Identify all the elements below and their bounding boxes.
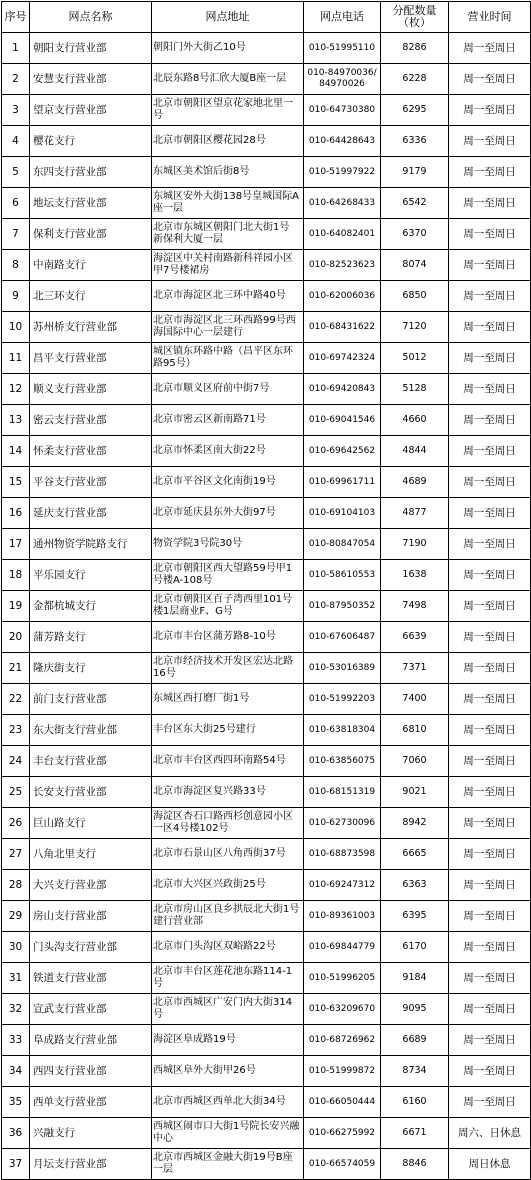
business-hours: 周一至周日 bbox=[449, 653, 531, 684]
row-number: 7 bbox=[2, 219, 30, 250]
branch-phone: 010-62730096 bbox=[304, 808, 381, 839]
table-row bbox=[2, 560, 531, 591]
table-row bbox=[2, 1025, 531, 1056]
table-row bbox=[2, 591, 531, 622]
business-hours: 周一至周日 bbox=[449, 994, 531, 1025]
table-row bbox=[2, 1149, 531, 1180]
branch-address: 北京市密云区新南路71号 bbox=[152, 405, 304, 436]
allocation-quantity: 6689 bbox=[381, 1025, 449, 1056]
table-row bbox=[2, 188, 531, 219]
row-number: 13 bbox=[2, 405, 30, 436]
table-header-row bbox=[2, 2, 531, 33]
allocation-quantity: 6295 bbox=[381, 95, 449, 126]
branch-phone: 010-89361003 bbox=[304, 901, 381, 932]
allocation-quantity: 6639 bbox=[381, 622, 449, 653]
row-number: 31 bbox=[2, 963, 30, 994]
table-row bbox=[2, 219, 531, 250]
table-row bbox=[2, 374, 531, 405]
branch-phone: 010-68873598 bbox=[304, 839, 381, 870]
branch-address: 东城区安外大街138号皇城国际A座一层 bbox=[152, 188, 304, 219]
branch-phone: 010-53016389 bbox=[304, 653, 381, 684]
branch-address: 北京市丰台区蒲芳路8-10号 bbox=[152, 622, 304, 653]
business-hours: 周一至周日 bbox=[449, 126, 531, 157]
allocation-quantity: 9179 bbox=[381, 157, 449, 188]
branch-name: 地坛支行营业部 bbox=[30, 188, 152, 219]
branch-name: 西单支行营业部 bbox=[30, 1087, 152, 1118]
allocation-quantity: 6370 bbox=[381, 219, 449, 250]
branch-name: 保利支行营业部 bbox=[30, 219, 152, 250]
branch-phone: 010-80847054 bbox=[304, 529, 381, 560]
row-number: 36 bbox=[2, 1118, 30, 1149]
branch-name: 丰台支行营业部 bbox=[30, 746, 152, 777]
branch-phone: 010-69041546 bbox=[304, 405, 381, 436]
branch-name: 顺义支行营业部 bbox=[30, 374, 152, 405]
business-hours: 周一至周日 bbox=[449, 250, 531, 281]
branch-phone: 010-58610553 bbox=[304, 560, 381, 591]
branch-phone: 010-68726962 bbox=[304, 1025, 381, 1056]
branch-name: 通州物资学院路支行 bbox=[30, 529, 152, 560]
branch-phone: 010-69247312 bbox=[304, 870, 381, 901]
allocation-quantity: 8286 bbox=[381, 33, 449, 64]
branch-name: 苏州桥支行营业部 bbox=[30, 312, 152, 343]
branch-name: 延庆支行营业部 bbox=[30, 498, 152, 529]
row-number: 6 bbox=[2, 188, 30, 219]
branch-phone: 010-69961711 bbox=[304, 467, 381, 498]
branch-name: 东大街支行营业部 bbox=[30, 715, 152, 746]
business-hours: 周一至周日 bbox=[449, 467, 531, 498]
business-hours: 周一至周日 bbox=[449, 901, 531, 932]
row-number: 15 bbox=[2, 467, 30, 498]
allocation-quantity: 1638 bbox=[381, 560, 449, 591]
table-row bbox=[2, 653, 531, 684]
row-number: 32 bbox=[2, 994, 30, 1025]
row-number: 3 bbox=[2, 95, 30, 126]
table-row bbox=[2, 529, 531, 560]
row-number: 24 bbox=[2, 746, 30, 777]
table-row bbox=[2, 157, 531, 188]
branch-address: 北辰东路8号汇欣大厦B座一层 bbox=[152, 64, 304, 95]
allocation-quantity: 6542 bbox=[381, 188, 449, 219]
row-number: 11 bbox=[2, 343, 30, 374]
row-number: 14 bbox=[2, 436, 30, 467]
business-hours: 周一至周日 bbox=[449, 932, 531, 963]
allocation-quantity: 6228 bbox=[381, 64, 449, 95]
business-hours: 周一至周日 bbox=[449, 839, 531, 870]
branch-address: 西城区闹市口大街1号院长安兴融中心 bbox=[152, 1118, 304, 1149]
branch-address: 朝阳门外大街乙10号 bbox=[152, 33, 304, 64]
branch-name: 昌平支行营业部 bbox=[30, 343, 152, 374]
business-hours: 周一至周日 bbox=[449, 374, 531, 405]
row-number: 21 bbox=[2, 653, 30, 684]
header-address: 网点地址 bbox=[152, 2, 304, 33]
table-row bbox=[2, 777, 531, 808]
row-number: 1 bbox=[2, 33, 30, 64]
allocation-quantity: 7060 bbox=[381, 746, 449, 777]
branch-address: 海淀区中关村南路新科祥园小区甲7号楼裙房 bbox=[152, 250, 304, 281]
branch-address: 北京市延庆县东外大街97号 bbox=[152, 498, 304, 529]
table-row bbox=[2, 715, 531, 746]
branch-table bbox=[1, 1, 531, 1180]
table-row bbox=[2, 467, 531, 498]
business-hours: 周一至周日 bbox=[449, 405, 531, 436]
row-number: 16 bbox=[2, 498, 30, 529]
branch-address: 北京市石景山区八角西街37号 bbox=[152, 839, 304, 870]
allocation-quantity: 4844 bbox=[381, 436, 449, 467]
allocation-quantity: 6671 bbox=[381, 1118, 449, 1149]
business-hours: 周一至周日 bbox=[449, 591, 531, 622]
allocation-quantity: 6395 bbox=[381, 901, 449, 932]
business-hours: 周一至周日 bbox=[449, 95, 531, 126]
table-row bbox=[2, 746, 531, 777]
allocation-quantity: 6336 bbox=[381, 126, 449, 157]
row-number: 25 bbox=[2, 777, 30, 808]
branch-phone: 010-63856075 bbox=[304, 746, 381, 777]
table-row bbox=[2, 64, 531, 95]
branch-address: 北京市房山区良乡拱辰北大街1号建行营业部 bbox=[152, 901, 304, 932]
branch-phone: 010-67606487 bbox=[304, 622, 381, 653]
branch-address: 北京市朝阳区西大望路59号甲1号楼A-108号 bbox=[152, 560, 304, 591]
allocation-quantity: 6850 bbox=[381, 281, 449, 312]
allocation-quantity: 8734 bbox=[381, 1056, 449, 1087]
branch-phone: 010-68431622 bbox=[304, 312, 381, 343]
row-number: 30 bbox=[2, 932, 30, 963]
branch-phone: 010-66050444 bbox=[304, 1087, 381, 1118]
branch-name: 安慧支行营业部 bbox=[30, 64, 152, 95]
row-number: 9 bbox=[2, 281, 30, 312]
row-number: 27 bbox=[2, 839, 30, 870]
branch-address: 北京市丰台区西四环南路54号 bbox=[152, 746, 304, 777]
table-row bbox=[2, 1087, 531, 1118]
business-hours: 周一至周日 bbox=[449, 560, 531, 591]
business-hours: 周一至周日 bbox=[449, 64, 531, 95]
branch-name: 阜成路支行营业部 bbox=[30, 1025, 152, 1056]
row-number: 28 bbox=[2, 870, 30, 901]
branch-phone: 010-84970036/84970026 bbox=[304, 64, 381, 95]
business-hours: 周一至周日 bbox=[449, 963, 531, 994]
row-number: 12 bbox=[2, 374, 30, 405]
branch-phone: 010-69420843 bbox=[304, 374, 381, 405]
branch-phone: 010-64268433 bbox=[304, 188, 381, 219]
branch-name: 平谷支行营业部 bbox=[30, 467, 152, 498]
branch-address: 北京市海淀区复兴路33号 bbox=[152, 777, 304, 808]
table-row bbox=[2, 33, 531, 64]
header-name: 网点名称 bbox=[30, 2, 152, 33]
allocation-quantity: 6170 bbox=[381, 932, 449, 963]
branch-phone: 010-66275992 bbox=[304, 1118, 381, 1149]
branch-phone: 010-82523623 bbox=[304, 250, 381, 281]
allocation-quantity: 6363 bbox=[381, 870, 449, 901]
business-hours: 周一至周日 bbox=[449, 529, 531, 560]
branch-address: 北京市大兴区兴政街25号 bbox=[152, 870, 304, 901]
branch-name: 巨山路支行 bbox=[30, 808, 152, 839]
branch-name: 八角北里支行 bbox=[30, 839, 152, 870]
header-hours: 营业时间 bbox=[449, 2, 531, 33]
table-row bbox=[2, 622, 531, 653]
branch-phone: 010-66574059 bbox=[304, 1149, 381, 1180]
table-body bbox=[2, 33, 531, 1180]
branch-name: 平乐园支行 bbox=[30, 560, 152, 591]
row-number: 10 bbox=[2, 312, 30, 343]
business-hours: 周一至周日 bbox=[449, 715, 531, 746]
branch-phone: 010-69104103 bbox=[304, 498, 381, 529]
table-row bbox=[2, 901, 531, 932]
business-hours: 周日休息 bbox=[449, 1149, 531, 1180]
branch-name: 隆庆街支行 bbox=[30, 653, 152, 684]
branch-phone: 010-51997922 bbox=[304, 157, 381, 188]
row-number: 23 bbox=[2, 715, 30, 746]
business-hours: 周一至周日 bbox=[449, 219, 531, 250]
branch-name: 前门支行营业部 bbox=[30, 684, 152, 715]
business-hours: 周一至周日 bbox=[449, 1025, 531, 1056]
branch-address: 丰台区东大街25号建行 bbox=[152, 715, 304, 746]
table-row bbox=[2, 808, 531, 839]
allocation-quantity: 8942 bbox=[381, 808, 449, 839]
branch-phone: 010-62006036 bbox=[304, 281, 381, 312]
branch-name: 月坛支行营业部 bbox=[30, 1149, 152, 1180]
table-row bbox=[2, 932, 531, 963]
allocation-quantity: 7371 bbox=[381, 653, 449, 684]
branch-name: 金都杭城支行 bbox=[30, 591, 152, 622]
branch-address: 北京市怀柔区南大街22号 bbox=[152, 436, 304, 467]
branch-address: 北京市丰台区莲花池东路114-1号 bbox=[152, 963, 304, 994]
allocation-quantity: 9184 bbox=[381, 963, 449, 994]
branch-name: 铁道支行营业部 bbox=[30, 963, 152, 994]
header-phone: 网点电话 bbox=[304, 2, 381, 33]
table-row bbox=[2, 684, 531, 715]
row-number: 2 bbox=[2, 64, 30, 95]
branch-address: 北京市朝阳区樱花园28号 bbox=[152, 126, 304, 157]
table-row bbox=[2, 250, 531, 281]
branch-phone: 010-51996205 bbox=[304, 963, 381, 994]
branch-name: 樱花支行 bbox=[30, 126, 152, 157]
table-row bbox=[2, 839, 531, 870]
branch-phone: 010-69742324 bbox=[304, 343, 381, 374]
branch-address: 东城区西打磨厂街1号 bbox=[152, 684, 304, 715]
branch-name: 宣武支行营业部 bbox=[30, 994, 152, 1025]
header-no: 序号 bbox=[2, 2, 30, 33]
branch-address: 北京市朝阳区望京花家地北里一号 bbox=[152, 95, 304, 126]
branch-address: 北京市朝阳区百子湾西里101号楼1层商业F、G号 bbox=[152, 591, 304, 622]
branch-name: 密云支行营业部 bbox=[30, 405, 152, 436]
branch-phone: 010-69642562 bbox=[304, 436, 381, 467]
branch-name: 长安支行营业部 bbox=[30, 777, 152, 808]
business-hours: 周一至周日 bbox=[449, 1056, 531, 1087]
branch-address: 北京市平谷区文化南街19号 bbox=[152, 467, 304, 498]
allocation-quantity: 5128 bbox=[381, 374, 449, 405]
branch-address: 北京市海淀区北三环西路99号西海国际中心一层建行 bbox=[152, 312, 304, 343]
branch-address: 北京市西城区西单北大街34号 bbox=[152, 1087, 304, 1118]
branch-name: 中南路支行 bbox=[30, 250, 152, 281]
branch-phone: 010-51992203 bbox=[304, 684, 381, 715]
header-qty: 分配数量（枚） bbox=[381, 2, 449, 33]
table-row bbox=[2, 1118, 531, 1149]
allocation-quantity: 9021 bbox=[381, 777, 449, 808]
branch-address: 北京市西城区广安门内大街314号 bbox=[152, 994, 304, 1025]
allocation-quantity: 8074 bbox=[381, 250, 449, 281]
business-hours: 周六、日休息 bbox=[449, 1118, 531, 1149]
branch-phone: 010-64082401 bbox=[304, 219, 381, 250]
branch-name: 西四支行营业部 bbox=[30, 1056, 152, 1087]
allocation-quantity: 7498 bbox=[381, 591, 449, 622]
branch-name: 大兴支行营业部 bbox=[30, 870, 152, 901]
row-number: 5 bbox=[2, 157, 30, 188]
allocation-quantity: 9095 bbox=[381, 994, 449, 1025]
table-row bbox=[2, 312, 531, 343]
branch-phone: 010-68151319 bbox=[304, 777, 381, 808]
business-hours: 周一至周日 bbox=[449, 808, 531, 839]
branch-phone: 010-51999872 bbox=[304, 1056, 381, 1087]
business-hours: 周一至周日 bbox=[449, 33, 531, 64]
table-row bbox=[2, 95, 531, 126]
table-row bbox=[2, 405, 531, 436]
branch-address: 北京市经济技术开发区宏达北路16号 bbox=[152, 653, 304, 684]
branch-phone: 010-87950352 bbox=[304, 591, 381, 622]
branch-name: 望京支行营业部 bbox=[30, 95, 152, 126]
business-hours: 周一至周日 bbox=[449, 777, 531, 808]
row-number: 8 bbox=[2, 250, 30, 281]
table-row bbox=[2, 281, 531, 312]
row-number: 34 bbox=[2, 1056, 30, 1087]
business-hours: 周一至周日 bbox=[449, 870, 531, 901]
row-number: 29 bbox=[2, 901, 30, 932]
business-hours: 周一至周日 bbox=[449, 343, 531, 374]
branch-phone: 010-63818304 bbox=[304, 715, 381, 746]
allocation-quantity: 4660 bbox=[381, 405, 449, 436]
table-row bbox=[2, 126, 531, 157]
business-hours: 周一至周日 bbox=[449, 436, 531, 467]
branch-phone: 010-63209670 bbox=[304, 994, 381, 1025]
table-row bbox=[2, 870, 531, 901]
branch-name: 房山支行营业部 bbox=[30, 901, 152, 932]
business-hours: 周一至周日 bbox=[449, 746, 531, 777]
business-hours: 周一至周日 bbox=[449, 1087, 531, 1118]
branch-address: 海淀区阜成路19号 bbox=[152, 1025, 304, 1056]
branch-address: 海淀区杏石口路西杉创意园小区一区4号楼102号 bbox=[152, 808, 304, 839]
branch-name: 蒲芳路支行 bbox=[30, 622, 152, 653]
branch-name: 东四支行营业部 bbox=[30, 157, 152, 188]
branch-phone: 010-64730380 bbox=[304, 95, 381, 126]
allocation-quantity: 6160 bbox=[381, 1087, 449, 1118]
branch-address: 北京市东城区朝阳门北大街1号 新保利大厦一层 bbox=[152, 219, 304, 250]
table-row bbox=[2, 1056, 531, 1087]
allocation-quantity: 8846 bbox=[381, 1149, 449, 1180]
branch-address: 东城区美术馆后街8号 bbox=[152, 157, 304, 188]
branch-phone: 010-51995110 bbox=[304, 33, 381, 64]
business-hours: 周一至周日 bbox=[449, 188, 531, 219]
allocation-quantity: 6810 bbox=[381, 715, 449, 746]
allocation-quantity: 7190 bbox=[381, 529, 449, 560]
allocation-quantity: 7400 bbox=[381, 684, 449, 715]
business-hours: 周一至周日 bbox=[449, 684, 531, 715]
branch-name: 怀柔支行营业部 bbox=[30, 436, 152, 467]
row-number: 18 bbox=[2, 560, 30, 591]
branch-name: 北三环支行 bbox=[30, 281, 152, 312]
table-row bbox=[2, 343, 531, 374]
table-row bbox=[2, 436, 531, 467]
branch-address: 城区镇东环路中路（昌平区东环路95号） bbox=[152, 343, 304, 374]
branch-phone: 010-64428643 bbox=[304, 126, 381, 157]
branch-name: 朝阳支行营业部 bbox=[30, 33, 152, 64]
row-number: 17 bbox=[2, 529, 30, 560]
branch-address: 北京市海淀区北三环中路40号 bbox=[152, 281, 304, 312]
business-hours: 周一至周日 bbox=[449, 281, 531, 312]
business-hours: 周一至周日 bbox=[449, 498, 531, 529]
branch-name: 门头沟支行营业部 bbox=[30, 932, 152, 963]
branch-address: 物资学院3号院30号 bbox=[152, 529, 304, 560]
allocation-quantity: 7120 bbox=[381, 312, 449, 343]
row-number: 20 bbox=[2, 622, 30, 653]
row-number: 35 bbox=[2, 1087, 30, 1118]
row-number: 37 bbox=[2, 1149, 30, 1180]
branch-name: 兴融支行 bbox=[30, 1118, 152, 1149]
business-hours: 周一至周日 bbox=[449, 157, 531, 188]
branch-address: 北京市西城区金融大街19号B座一层 bbox=[152, 1149, 304, 1180]
allocation-quantity: 4689 bbox=[381, 467, 449, 498]
row-number: 4 bbox=[2, 126, 30, 157]
row-number: 22 bbox=[2, 684, 30, 715]
branch-address: 西城区阜外大街甲26号 bbox=[152, 1056, 304, 1087]
row-number: 19 bbox=[2, 591, 30, 622]
row-number: 33 bbox=[2, 1025, 30, 1056]
allocation-quantity: 4877 bbox=[381, 498, 449, 529]
allocation-quantity: 6665 bbox=[381, 839, 449, 870]
business-hours: 周一至周日 bbox=[449, 622, 531, 653]
table-row bbox=[2, 498, 531, 529]
table-row bbox=[2, 963, 531, 994]
business-hours: 周一至周日 bbox=[449, 312, 531, 343]
branch-phone: 010-69844779 bbox=[304, 932, 381, 963]
table-row bbox=[2, 994, 531, 1025]
branch-address: 北京市顺义区府前中街7号 bbox=[152, 374, 304, 405]
row-number: 26 bbox=[2, 808, 30, 839]
branch-address: 北京市门头沟区双峪路22号 bbox=[152, 932, 304, 963]
allocation-quantity: 5012 bbox=[381, 343, 449, 374]
